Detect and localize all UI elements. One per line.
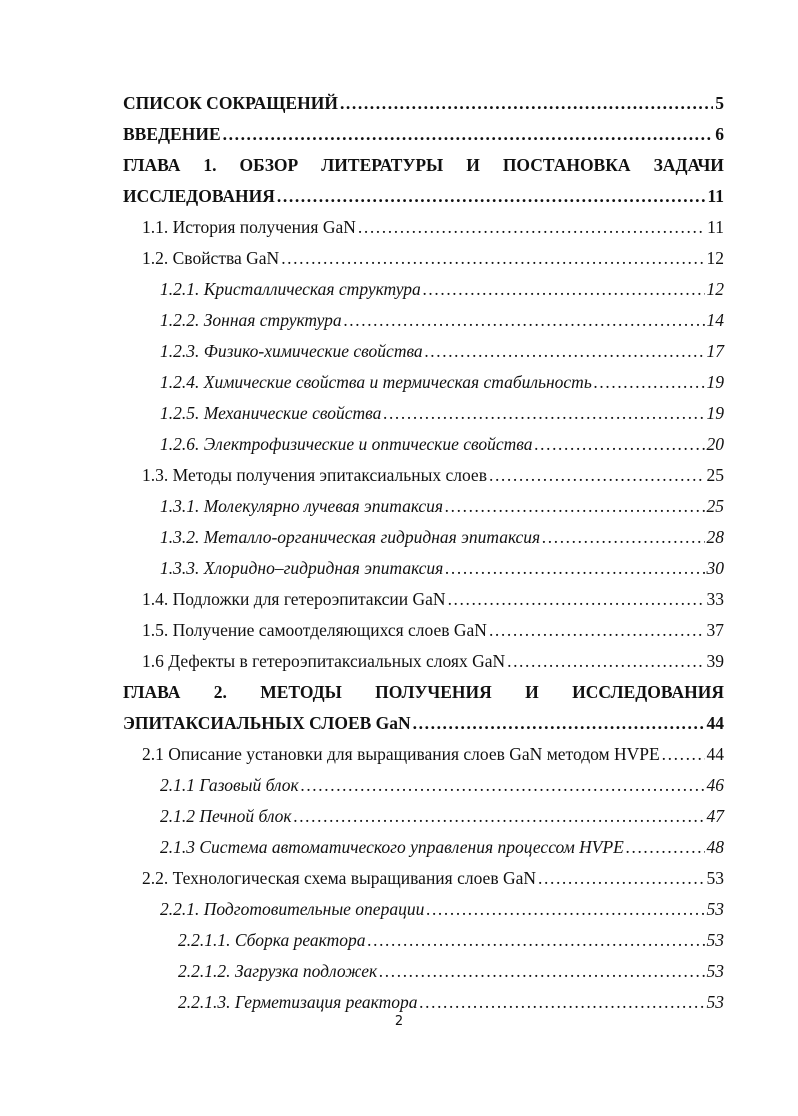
- chapter-2-heading-line: ГЛАВА 2. МЕТОДЫ ПОЛУЧЕНИЯ И ИССЛЕДОВАНИЯ: [123, 682, 724, 702]
- dot-leader: [445, 553, 704, 583]
- dot-leader: [489, 460, 705, 490]
- page-number: 2: [394, 1014, 404, 1029]
- toc-entry: 1.2.5. Механические свойства ..... 19: [160, 398, 724, 428]
- dot-leader: [594, 367, 705, 397]
- dot-leader: [277, 181, 706, 211]
- dot-leader: [626, 832, 705, 862]
- dot-leader: [448, 584, 705, 614]
- dot-leader: [294, 801, 705, 831]
- toc-entry: 2.1 Описание установки для выращивания слоев GaN методом HVPE ..... 44: [142, 739, 724, 769]
- toc-entry: 2.2.1.3. Герметизация реактора ..... 53: [178, 987, 724, 1017]
- dot-leader: [426, 894, 704, 924]
- dot-leader: [507, 646, 704, 676]
- toc-entry: 1.2.6. Электрофизические и оптические свойства ..... 20: [160, 429, 724, 459]
- toc-entry: 1.3.1. Молекулярно лучевая эпитаксия ..... 25: [160, 491, 724, 521]
- toc-entry: 2.2.1. Подготовительные операции ..... 53: [160, 894, 724, 924]
- toc-entry: 1.2.1. Кристаллическая структура ..... 12: [160, 274, 724, 304]
- toc-entry: ЭПИТАКСИАЛЬНЫХ СЛОЕВ GaN ..... 44: [123, 708, 724, 738]
- dot-leader: [489, 615, 705, 645]
- dot-leader: [358, 212, 705, 242]
- dot-leader: [301, 770, 705, 800]
- toc-entry: 2.2. Технологическая схема выращивания слоев GaN ..... 53: [142, 863, 724, 893]
- dot-leader: [538, 863, 704, 893]
- toc-entry: 2.1.3 Система автоматического управления процессом HVPE ..... 48: [160, 832, 724, 862]
- dot-leader: [423, 274, 705, 304]
- toc-entry: 2.1.2 Печной блок ..... 47: [160, 801, 724, 831]
- toc-entry: 1.2.4. Химические свойства и термическая стабильность ..... 19: [160, 367, 724, 397]
- dot-leader: [413, 708, 705, 738]
- toc-entry: 1.3. Методы получения эпитаксиальных слоев ..... 25: [142, 460, 724, 490]
- dot-leader: [542, 522, 704, 552]
- dot-leader: [425, 336, 705, 366]
- toc-entry: 1.1. История получения GaN ..... 11: [142, 212, 724, 242]
- toc-entry: ИССЛЕДОВАНИЯ ..... 11: [123, 181, 724, 211]
- dot-leader: [344, 305, 705, 335]
- toc-entry: 2.2.1.1. Сборка реактора ..... 53: [178, 925, 724, 955]
- toc-entry: 1.2.3. Физико-химические свойства ..... 17: [160, 336, 724, 366]
- dot-leader: [535, 429, 705, 459]
- toc-entry: 1.5. Получение самоотделяющихся слоев GaN ..... 37: [142, 615, 724, 645]
- dot-leader: [340, 88, 713, 118]
- toc-entry: ВВЕДЕНИЕ ..... 6: [123, 119, 724, 149]
- dot-leader: [662, 739, 705, 769]
- toc-entry: 1.2. Свойства GaN ..... 12: [142, 243, 724, 273]
- dot-leader: [223, 119, 714, 149]
- toc-entry: СПИСОК СОКРАЩЕНИЙ ..... 5: [123, 88, 724, 118]
- dot-leader: [368, 925, 705, 955]
- toc-entry: 1.2.2. Зонная структура ..... 14: [160, 305, 724, 335]
- dot-leader: [383, 398, 704, 428]
- dot-leader: [420, 987, 705, 1017]
- toc-entry: 2.2.1.2. Загрузка подложек ..... 53: [178, 956, 724, 986]
- toc-entry: 1.4. Подложки для гетероэпитаксии GaN ..... 33: [142, 584, 724, 614]
- dot-leader: [379, 956, 704, 986]
- toc-entry: 2.1.1 Газовый блок ..... 46: [160, 770, 724, 800]
- dot-leader: [445, 491, 704, 521]
- toc-entry: 1.6 Дефекты в гетероэпитаксиальных слоях GaN ..... 39: [142, 646, 724, 676]
- dot-leader: [281, 243, 704, 273]
- chapter-1-heading-line: ГЛАВА 1. ОБЗОР ЛИТЕРАТУРЫ И ПОСТАНОВКА ЗАДАЧИ: [123, 155, 724, 175]
- toc-entry: 1.3.3. Хлоридно–гидридная эпитаксия ..... 30: [160, 553, 724, 583]
- toc-entry: 1.3.2. Металло-органическая гидридная эпитаксия ..... 28: [160, 522, 724, 552]
